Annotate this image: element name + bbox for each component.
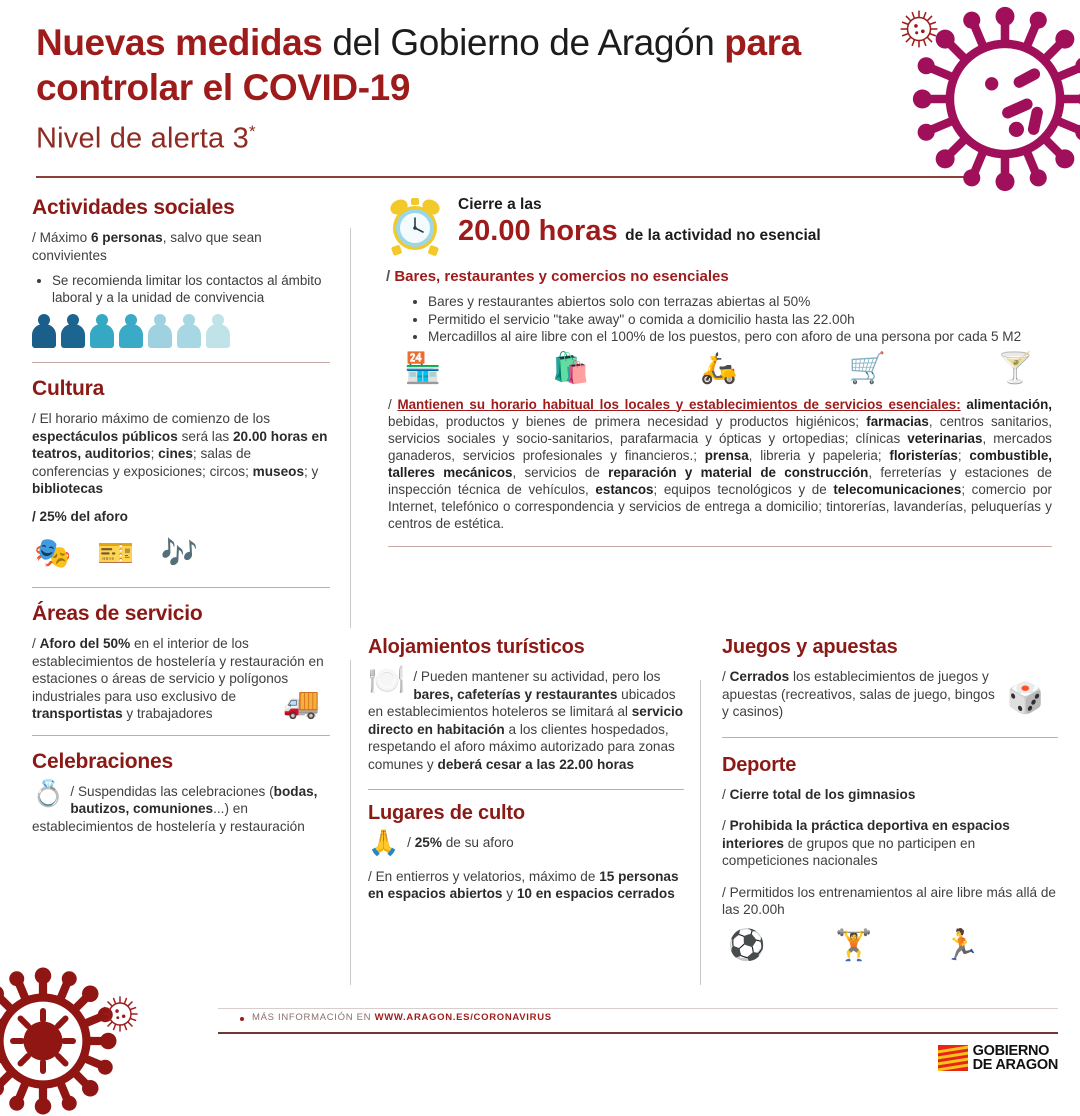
- person-icon: [32, 314, 56, 348]
- alert-level-subtitle: [36, 122, 256, 156]
- social-line-1: [32, 229, 330, 264]
- essential-underlined: Mantienen su horario habitual los locales y establecimientos de servicios esenciales:: [397, 396, 961, 412]
- section-celebraciones: [0, 735, 352, 836]
- footer-info-url[interactable]: WWW.ARAGON.ES/CORONAVIRUS: [374, 1012, 552, 1023]
- list-item: • Bares y restaurantes abiertos solo con terrazas abiertas al 50%: [428, 293, 1080, 311]
- page-title: [36, 20, 856, 110]
- culto-p2-b1: 15 personas en espacios abiertos: [368, 868, 679, 901]
- essential-segment-10: ;: [957, 447, 970, 463]
- section-heading-culto: Lugares de culto: [368, 802, 525, 824]
- virus-icon: [0, 966, 128, 1116]
- cultura-aforo: [32, 508, 330, 526]
- essential-segment-1: alimentación,: [966, 396, 1052, 412]
- social-text-c: , salvo que sean convivientes: [32, 230, 262, 263]
- section-heading-alojamientos: Alojamientos turísticos: [368, 636, 585, 658]
- deporte-p3-a: Permitidos los entrenamientos al aire libre más allá de las 20.00h: [722, 884, 1056, 917]
- essential-segment-3: farmacias: [866, 413, 929, 429]
- center-lower-column: [358, 636, 710, 903]
- areas-b2: transportistas: [32, 706, 123, 721]
- cultura-f: ; y: [304, 463, 319, 479]
- juegos-a: los establecimientos de juegos y apuestas (recreativos, salas de juego, bingos y casinos): [722, 669, 995, 719]
- section-divider: [32, 587, 330, 588]
- person-icon: [61, 314, 85, 348]
- culto-a: de su aforo: [441, 835, 514, 850]
- section-areas-servicio: [0, 587, 352, 719]
- slash-marker: /: [413, 669, 421, 684]
- takeaway-bags-icon: 🛍️: [552, 351, 590, 385]
- cultura-b4: museos: [252, 463, 304, 479]
- slash-marker: /: [32, 411, 40, 426]
- areas-b1: Aforo del 50%: [39, 636, 131, 651]
- person-icon: [148, 314, 172, 348]
- logo-line-1: GOBIERNO: [972, 1043, 1050, 1059]
- virus-small-icon: [896, 6, 942, 52]
- center-top-panel: [358, 196, 1080, 547]
- areas-c: y trabajadores: [122, 706, 213, 721]
- footer-divider-bottom: [218, 1032, 1058, 1034]
- deporte-p1-b: Cierre total de los gimnasios: [729, 786, 916, 802]
- section-heading-deporte: Deporte: [722, 753, 797, 776]
- person-icon: [90, 314, 114, 348]
- social-text-bold: 6 personas: [90, 230, 163, 245]
- essential-segment-5: veterinarias: [907, 430, 983, 446]
- runner-icon: 🏃: [942, 928, 981, 962]
- essential-segment-11: combustible, talleres mecánicos: [388, 447, 1052, 480]
- shop-terrace-icon: 🏪: [404, 351, 442, 385]
- deporte-p2-b: Prohibida la práctica deportiva en espacios interiores: [722, 818, 1010, 851]
- alert-level-text: Nivel de alerta 3: [36, 122, 249, 155]
- closing-line-2: [458, 214, 821, 253]
- slash-marker: /: [32, 230, 40, 245]
- slash-marker: /: [722, 786, 730, 802]
- soccer-ball-icon: ⚽: [728, 928, 766, 962]
- praying-hands-icon: 🙏: [368, 829, 400, 857]
- closing-line-1: Cierre a las: [458, 196, 542, 213]
- bars-bullet-list: [410, 293, 1080, 346]
- essential-segment-9: floristerías: [889, 447, 958, 463]
- section-actividades-sociales: [0, 196, 352, 306]
- slash-marker: /: [368, 868, 376, 884]
- person-icon: [119, 314, 143, 348]
- cultura-b3: cines: [158, 446, 193, 461]
- slash-marker: /: [70, 783, 78, 799]
- music-notes-icon: 🎶: [160, 537, 199, 570]
- deporte-paragraph-1: [722, 786, 1058, 804]
- cultura-paragraph: [32, 410, 330, 498]
- culto-p2-b2: 10 en espacios cerrados: [516, 886, 675, 901]
- culto-paragraph-2: [368, 868, 684, 903]
- asterisk: *: [248, 122, 256, 141]
- virus-small-icon: [98, 992, 142, 1036]
- tickets-icon: 🎫: [97, 537, 135, 570]
- list-item: • Se recomienda limitar los contactos al ámbito laboral y a la unidad de convivencia: [52, 272, 330, 306]
- bars-subheading: [386, 268, 1080, 285]
- logo-line-2: DE ARAGON: [972, 1057, 1058, 1073]
- culto-p2-b: y: [502, 886, 517, 901]
- deporte-icon-row: [728, 928, 1058, 962]
- alojamientos-a: Pueden mantener su actividad, pero los: [420, 669, 661, 684]
- deporte-paragraph-2: [722, 817, 1058, 870]
- shopping-cart-icon: 🛒: [848, 351, 886, 385]
- wedding-rings-icon: 💍: [32, 777, 65, 808]
- title-normal-1: del Gobierno de Aragón: [322, 22, 725, 63]
- slash-marker: /: [407, 835, 415, 850]
- closing-time-text: [458, 196, 821, 253]
- culto-p2-a: En entierros y velatorios, máximo de: [375, 868, 600, 884]
- cultura-d: ;: [150, 446, 159, 461]
- cultura-b2: 20.00 horas en teatros, auditorios: [32, 428, 328, 461]
- footer-info-label: MÁS INFORMACIÓN EN: [252, 1012, 375, 1023]
- cultura-aforo-text: / 25% del aforo: [32, 508, 128, 524]
- essential-segment-7: prensa: [704, 447, 749, 463]
- cultura-c: será las: [177, 428, 233, 444]
- essential-segment-6: , mercados ganaderos, servicios profesionales y financieros.;: [388, 430, 1052, 463]
- title-bold-2: para controlar el COVID-19: [36, 22, 801, 108]
- social-bullet-list: [32, 272, 330, 306]
- juegos-paragraph: [722, 668, 997, 721]
- header: [0, 0, 1080, 185]
- section-heading-celebraciones: Celebraciones: [32, 749, 173, 773]
- footer-info: [252, 1012, 552, 1023]
- aragon-flag-icon: [938, 1045, 968, 1071]
- list-item: • Mercadillos al aire libre con el 100% de los puestos, pero con aforo de una persona por cada 5 M2: [428, 328, 1080, 346]
- section-heading-juegos: Juegos y apuestas: [722, 636, 898, 658]
- alojamientos-b1: bares, cafeterías y restaurantes: [413, 686, 618, 702]
- essential-segment-4: , centros sanitarios, servicios sociales y socio-sanitarios, parafarmacia y ópticas y ortopedias; clínicas: [388, 413, 1052, 446]
- section-heading-social: Actividades sociales: [32, 196, 235, 219]
- slash-marker: /: [722, 884, 730, 900]
- closing-suffix: de la actividad no esencial: [625, 227, 821, 244]
- section-heading-areas: Áreas de servicio: [32, 602, 203, 625]
- footer-bullet-dot: [240, 1017, 244, 1021]
- slash-marker: /: [722, 669, 730, 684]
- slash-marker: /: [388, 396, 398, 412]
- areas-a: en el interior de los establecimientos de hostelería y restauración en estaciones o áreas de servicio y polígonos industriales para uso exclusivo de: [32, 636, 324, 704]
- essential-segment-14: , ferreterías y estaciones de inspección técnica de vehículos,: [388, 464, 1052, 497]
- essential-services-paragraph: [388, 396, 1052, 532]
- person-icon: [206, 314, 230, 348]
- header-divider: [36, 176, 972, 178]
- celebraciones-c: ...) en establecimientos de hostelería y restauración: [32, 801, 305, 834]
- deporte-p2-a: de grupos que no participen en competiciones nacionales: [722, 835, 976, 868]
- alojamientos-b3: deberá cesar a las 22.00 horas: [437, 756, 635, 772]
- essential-segment-2: bebidas, productos y bienes de primera necesidad y productos higiénicos;: [388, 413, 867, 429]
- essential-segment-18: ; comercio por Internet, telefónico o correspondencia y servicios de entrega a domicilio; tintorerías, lavanderías, peluquerías y centros de estética.: [388, 481, 1052, 531]
- left-column: [0, 196, 352, 996]
- slash-marker: /: [722, 818, 730, 833]
- essential-segment-17: telecomunicaciones: [833, 481, 962, 497]
- list-item: • Permitido el servicio "take away" o comida a domicilio hasta las 22.00h: [428, 311, 1080, 329]
- section-cultura: [0, 362, 352, 525]
- truck-icon: 🚚: [282, 686, 320, 720]
- section-divider: [32, 735, 330, 736]
- essential-segment-8: , libreria y papeleria;: [748, 447, 890, 463]
- bars-subheading-text: Bares, restaurantes y comercios no esenciales: [394, 268, 729, 285]
- juegos-b: Cerrados: [729, 669, 790, 684]
- bars-icon-row: [358, 351, 1080, 385]
- people-icon-group: [32, 314, 352, 348]
- section-divider: [32, 362, 330, 363]
- closing-time-block: [358, 196, 1080, 256]
- weightlifter-icon: 🏋️: [835, 928, 873, 962]
- slash-marker: /: [386, 268, 395, 285]
- section-heading-cultura: Cultura: [32, 377, 105, 400]
- essential-segments: [388, 397, 1052, 531]
- slash-marker: /: [32, 636, 40, 651]
- cultura-b5: bibliotecas: [32, 481, 104, 496]
- cultura-icon-row: [34, 539, 352, 569]
- section-divider: [722, 737, 1058, 738]
- alojamientos-b2: servicio directo en habitación: [368, 704, 684, 737]
- alojamientos-paragraph: [368, 664, 684, 773]
- gobierno-de-aragon-logo: [938, 1044, 1058, 1072]
- essential-segment-15: estancos: [595, 481, 654, 497]
- alojamientos-c: a los clientes hospedados, respetando el aforo máximo autorizado para zonas comunes y: [368, 721, 675, 772]
- essential-segment-12: , servicios de: [512, 464, 609, 480]
- cultura-a: El horario máximo de comienzo de los: [39, 411, 271, 426]
- cocktail-icon: 🍸: [996, 351, 1034, 385]
- celebraciones-a: Suspendidas las celebraciones (: [77, 783, 274, 799]
- culto-b: 25%: [414, 835, 442, 850]
- alojamientos-b: ubicados en establecimientos hoteleros se limitará al: [368, 686, 676, 719]
- essential-segment-13: reparación y material de construcción: [608, 464, 869, 480]
- celebraciones-paragraph: [32, 777, 330, 836]
- social-text-a: Máximo: [39, 230, 91, 245]
- essential-segment-16: ; equipos tecnológicos y de: [653, 481, 834, 497]
- section-alojamientos: [358, 636, 710, 903]
- gobierno-logo-text: [973, 1044, 1058, 1072]
- cultura-e: ; salas de conferencias y exposiciones; circos;: [32, 446, 253, 479]
- footer-divider-top: [218, 1008, 1058, 1009]
- closing-hour: 20.00 horas: [458, 215, 618, 247]
- section-divider: [388, 546, 1052, 547]
- dice-chips-icon: 🎲: [1006, 682, 1044, 715]
- deporte-paragraph-3: [722, 884, 1058, 919]
- person-icon: [177, 314, 201, 348]
- dice-chips-icon-wrap: [1007, 684, 1044, 714]
- theatre-masks-icon: 🎭: [34, 537, 72, 570]
- alarm-clock-icon: [386, 196, 444, 256]
- room-service-icon: 🍽️: [368, 664, 406, 697]
- delivery-scooter-icon: 🛵: [700, 351, 738, 385]
- cultura-b1: espectáculos públicos: [32, 428, 178, 444]
- section-juegos: [710, 636, 1080, 961]
- title-bold-1: Nuevas medidas: [36, 22, 323, 63]
- right-column: [710, 636, 1080, 961]
- celebraciones-b: bodas, bautizos, comuniones: [70, 783, 318, 816]
- culto-paragraph-1: [368, 829, 684, 857]
- section-divider: [368, 789, 684, 790]
